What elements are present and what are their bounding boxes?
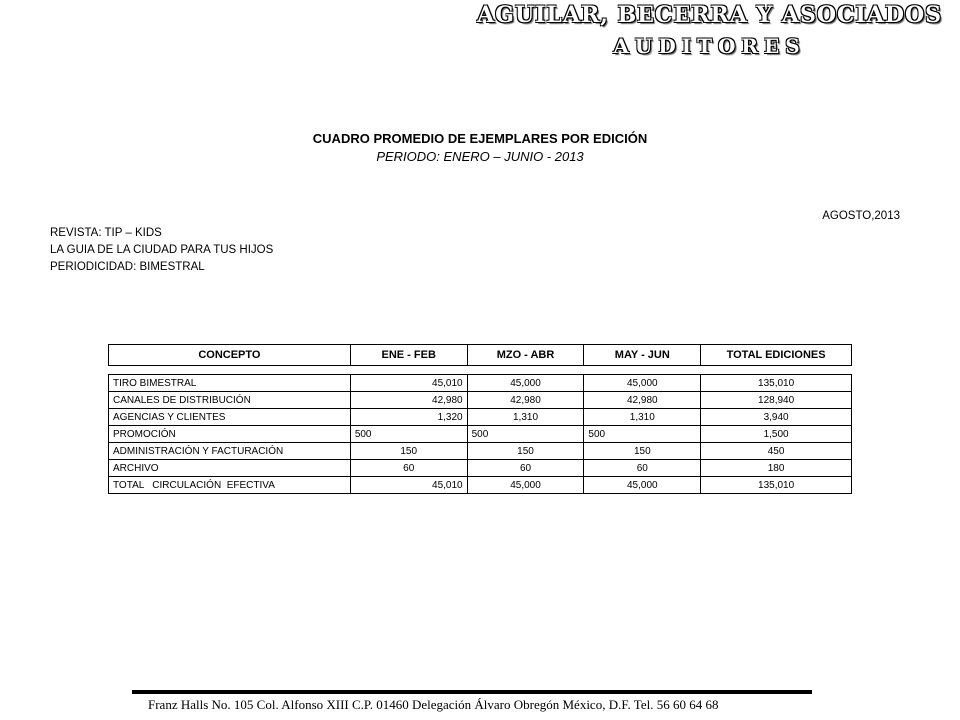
row-concept: AGENCIAS Y CLIENTES	[109, 409, 351, 426]
row-value: 60	[467, 460, 584, 477]
company-logo	[477, 2, 942, 58]
table-row	[109, 392, 852, 409]
row-value: 500	[584, 426, 701, 443]
circulation-table	[108, 344, 852, 494]
row-value: 150	[350, 443, 467, 460]
row-total: 180	[701, 460, 852, 477]
row-value: 150	[467, 443, 584, 460]
row-total: 450	[701, 443, 852, 460]
row-value: 60	[350, 460, 467, 477]
info-line-tagline: LA GUIA DE LA CIUDAD PARA TUS HIJOS	[50, 244, 274, 256]
table-row	[109, 375, 852, 392]
row-value: 150	[584, 443, 701, 460]
document-period: PERIODO: ENERO – JUNIO - 2013	[376, 149, 584, 164]
table-header-row	[109, 345, 852, 366]
table-row	[109, 409, 852, 426]
row-value: 500	[467, 426, 584, 443]
row-total: 135,010	[701, 375, 852, 392]
document-title: CUADRO PROMEDIO DE EJEMPLARES POR EDICIÓN	[312, 131, 648, 146]
row-value: 42,980	[467, 392, 584, 409]
header-may-jun: MAY - JUN	[584, 345, 701, 366]
row-value: 45,000	[584, 375, 701, 392]
row-value: 45,000	[467, 477, 584, 494]
row-value: 1,310	[584, 409, 701, 426]
table-row	[109, 426, 852, 443]
magazine-info	[50, 225, 273, 276]
row-value: 1,310	[467, 409, 584, 426]
row-value: 42,980	[350, 392, 467, 409]
document-date: AGOSTO,2013	[822, 210, 900, 222]
row-concept: ARCHIVO	[109, 460, 351, 477]
header-ene-feb: ENE - FEB	[350, 345, 467, 366]
table-row	[109, 443, 852, 460]
row-concept: TOTAL CIRCULACIÓN EFECTIVA	[109, 477, 351, 494]
row-value: 45,000	[467, 375, 584, 392]
row-total: 135,010	[701, 477, 852, 494]
table-row	[109, 460, 852, 477]
row-concept: PROMOCIÓN	[109, 426, 351, 443]
row-value: 45,010	[350, 375, 467, 392]
row-total: 128,940	[701, 392, 852, 409]
footer-address: Franz Halls No. 105 Col. Alfonso XIII C.P. 01460 Delegación Álvaro Obregón México, D.F. Tel. 56 60 64 68	[148, 697, 719, 712]
header-mzo-abr: MZO - ABR	[467, 345, 584, 366]
row-value: 45,000	[584, 477, 701, 494]
row-value: 1,320	[350, 409, 467, 426]
row-total: 3,940	[701, 409, 852, 426]
company-subtitle: AUDITORES	[613, 34, 806, 58]
footer-divider	[132, 690, 812, 694]
company-name: AGUILAR, BECERRA Y ASOCIADOS	[477, 2, 942, 28]
row-value: 45,010	[350, 477, 467, 494]
info-line-magazine: REVISTA: TIP – KIDS	[50, 227, 162, 239]
header-concepto: CONCEPTO	[109, 345, 351, 366]
row-total: 1,500	[701, 426, 852, 443]
header-total-ediciones: TOTAL EDICIONES	[701, 345, 852, 366]
row-concept: TIRO BIMESTRAL	[109, 375, 351, 392]
row-concept: CANALES DE DISTRIBUCIÓN	[109, 392, 351, 409]
table-row-total	[109, 477, 852, 494]
row-value: 42,980	[584, 392, 701, 409]
row-value: 60	[584, 460, 701, 477]
document-heading	[0, 131, 960, 164]
row-concept: ADMINISTRACIÓN Y FACTURACIÓN	[109, 443, 351, 460]
info-line-periodicity: PERIODICIDAD: BIMESTRAL	[50, 261, 205, 273]
row-value: 500	[350, 426, 467, 443]
